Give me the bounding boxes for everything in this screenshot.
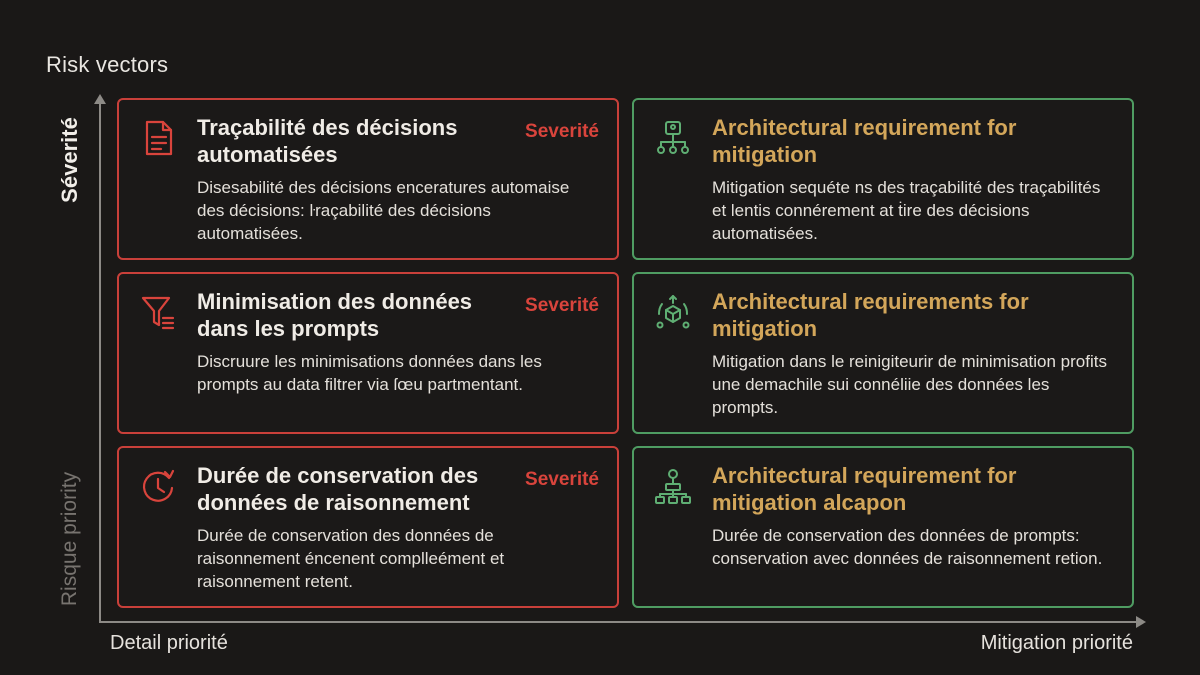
cube-network-icon	[654, 292, 692, 332]
mitigation-card-conservation[interactable]	[632, 446, 1134, 608]
risk-description: Disesabilité des décisions enceratures automaise des décisions: ŀraçabilité des décisions automatisées.	[197, 178, 570, 243]
risk-title: Durée de conservation des données de raisonnement	[197, 463, 479, 515]
risk-card-minimisation[interactable]	[117, 272, 619, 434]
mitigation-description: Durée de conservation des données de prompts: conservation avec données de raisonnement retion.	[712, 526, 1103, 568]
severity-badge: Severité	[525, 469, 599, 490]
y-axis-line	[99, 100, 101, 622]
y-axis-arrow-icon	[94, 94, 106, 104]
filter-icon	[139, 292, 177, 332]
clock-icon	[139, 466, 177, 506]
mitigation-title: Architectural requirements for mitigation	[712, 289, 1029, 341]
mitigation-card-minimisation[interactable]	[632, 272, 1134, 434]
mitigation-description: Mitigation dans le reinigiteurir de minimisation profits une demachile sui connéliie des données les prompts.	[712, 352, 1107, 417]
x-axis-label-right: Mitigation priorité	[980, 632, 1133, 654]
mitigation-title: Architectural requirement for mitigation	[712, 115, 1017, 167]
mitigation-title: Architectural requirement for mitigation alcapon	[712, 463, 1017, 515]
document-icon	[139, 118, 177, 158]
risk-title: Minimisation des données dans les prompts	[197, 289, 473, 341]
y-axis-label-bottom: Risque priority	[58, 471, 81, 607]
hierarchy-icon	[654, 466, 692, 506]
risk-title: Traçabilité des décisions automatisées	[197, 115, 458, 167]
page-title: Risk vectors	[46, 52, 169, 77]
mitigation-card-tracabilite[interactable]	[632, 98, 1134, 260]
severity-badge: Severité	[525, 121, 599, 142]
x-axis-label-left: Detail priorité	[110, 632, 228, 654]
risk-description: Durée de conservation des données de raisonnement éncenent complleément et raisonnement retent.	[197, 526, 505, 591]
risk-card-tracabilite[interactable]	[117, 98, 619, 260]
org-network-icon	[654, 118, 692, 158]
risk-description: Discruure les minimisations données dans les prompts au data filtrer via ſœu partmentant.	[197, 352, 542, 394]
y-axis-label-top: Séverité	[57, 117, 82, 203]
risk-card-conservation[interactable]	[117, 446, 619, 608]
x-axis-arrow-icon	[1136, 616, 1146, 628]
mitigation-description: Mitigation sequéte ns des traçabilité des traçabilités et lentis connérement at ṫire des décisions automatisées.	[712, 178, 1101, 243]
severity-badge: Severité	[525, 295, 599, 316]
x-axis-line	[99, 621, 1139, 623]
